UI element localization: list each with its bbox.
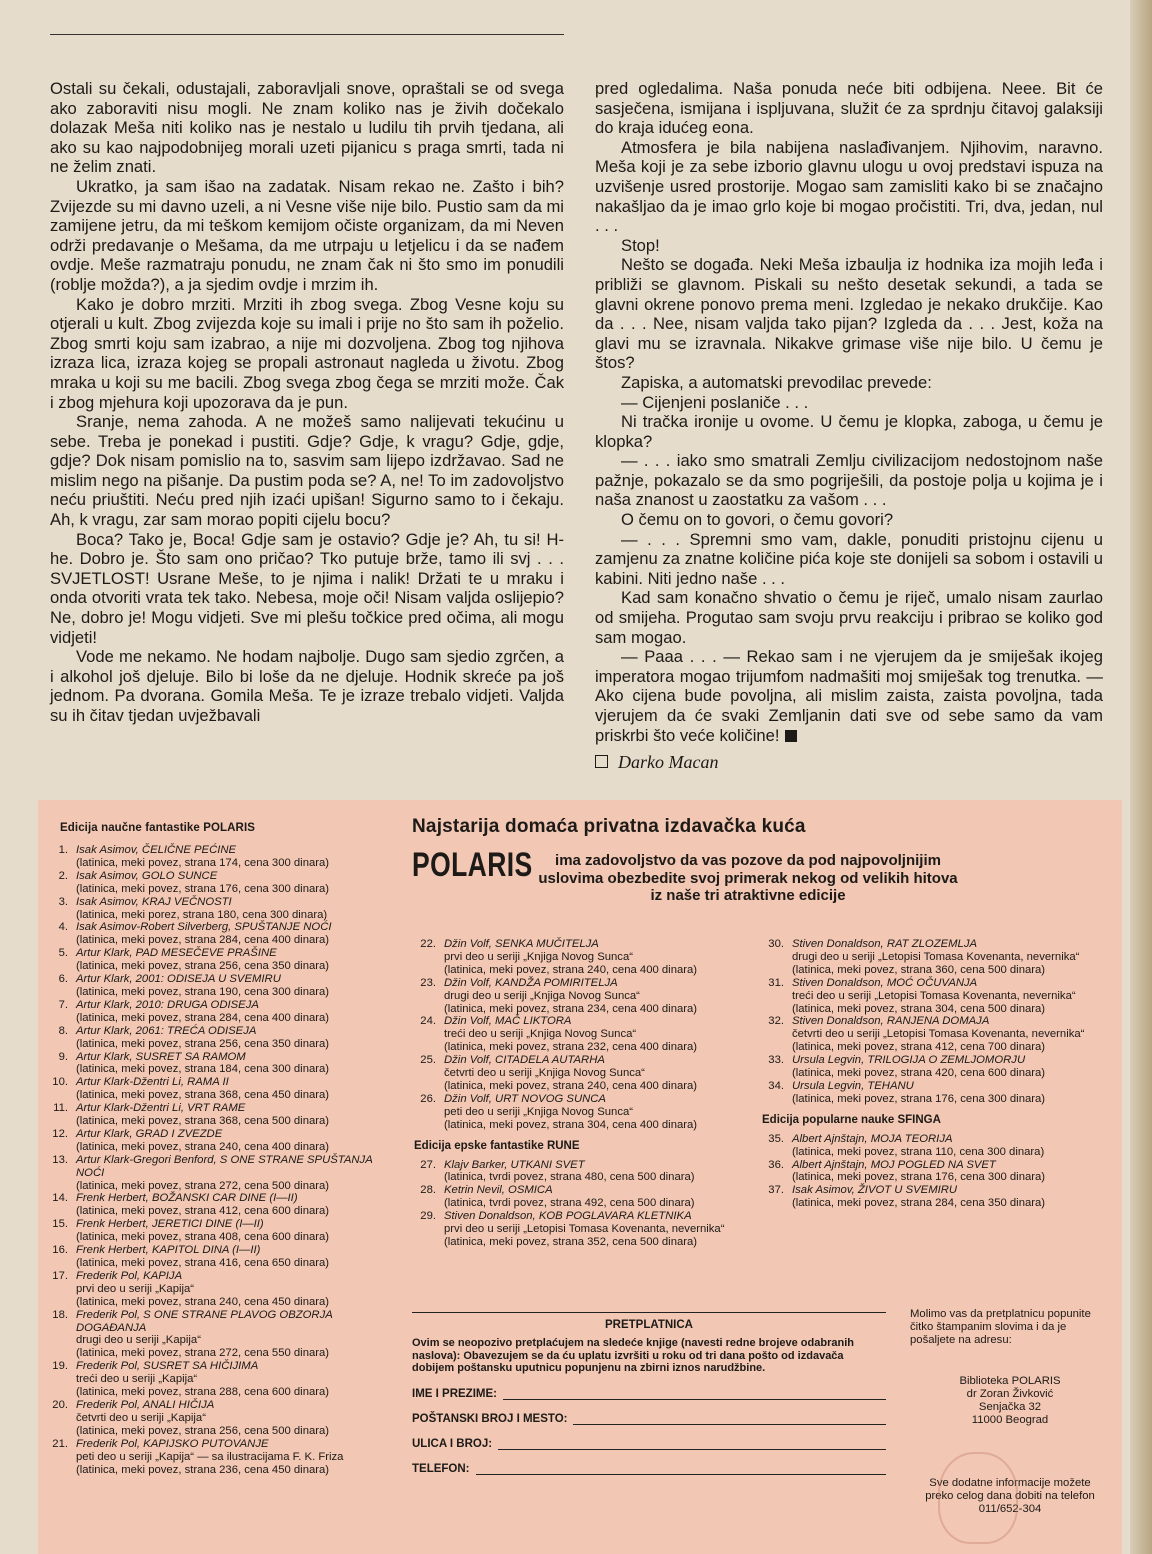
- book-body: [76, 844, 378, 870]
- book-details: (latinica, tvrdi povez, strana 492, cena 500 dinara): [444, 1197, 695, 1210]
- book-item: [754, 977, 1094, 1016]
- book-series: drugi deo u seriji „Letopisi Tomasa Kovenanta, nevernika“: [792, 950, 1080, 963]
- book-body: [444, 1184, 746, 1210]
- story-paragraph: — . . . iako smo smatrali Zemlju civilizacijom nedostojnom naše pažnje, pokazalo se da smo pogriješili, da postoje polja u kojima je i naša znanost u zaostatku za vašom . . .: [595, 451, 1103, 510]
- book-number: 19.: [52, 1360, 68, 1373]
- book-item: [754, 1015, 1094, 1054]
- book-details: (latinica, meki povez, strana 284, cena 350 dinara): [792, 1197, 1046, 1210]
- book-body: [76, 1360, 378, 1399]
- form-field: [412, 1463, 886, 1475]
- book-details: (latinica, meki povez, strana 284, cena 400 dinara): [76, 934, 330, 947]
- book-number: 1.: [58, 844, 68, 856]
- book-series: prvi deo u seriji „Letopisi Tomasa Kovenanta, nevernika“: [444, 1223, 725, 1236]
- book-title: Stiven Donaldson, MOĆ OČUVANJA: [792, 976, 978, 989]
- book-body: [76, 1438, 378, 1477]
- book-number: 21.: [52, 1437, 68, 1450]
- book-title: Isak Asimov, KRAJ VEČNOSTI: [76, 895, 232, 908]
- form-text: Ovim se neopozivo pretplaćujem na sledeće knjige (navesti redne brojeve odabranih naslova): Obavezujem se da ću uplatu izvršiti u roku od tri dana pošto od izdavača dobijem poštansku uputnicu popunjenu na zbirni iznos narudžbine.: [412, 1337, 854, 1375]
- address-line: dr Zoran Živković: [966, 1388, 1054, 1400]
- book-item: [754, 1159, 1094, 1185]
- book-body: [76, 973, 378, 999]
- book-number: 5.: [58, 947, 68, 960]
- edition-header: Edicija popularne nauke SFINGA: [762, 1113, 941, 1126]
- book-number: 37.: [768, 1184, 784, 1197]
- story-paragraph: Atmosfera je bila nabijena naslađivanjem. Njihovim, naravno. Meša koji je za sebe izborio glavnu ulogu u ovoj predstavi ispuza na uzvišenje usred prostorije. Mogao sam zamisliti kako bi se značajno nakašljao da je imao grlo koje bi mogao pročistiti. Tri, dva, jedan, nul . . .: [595, 137, 1103, 236]
- form-field-line[interactable]: [503, 1389, 886, 1400]
- book-body: [76, 1076, 378, 1102]
- form-field: [412, 1413, 886, 1425]
- book-body: [76, 1270, 378, 1309]
- story-paragraph: Stop!: [621, 235, 660, 255]
- book-details: (latinica, meki povez, strana 174, cena 300 dinara): [76, 856, 330, 869]
- ad-intro: ima zadovoljstvo da vas pozove da pod najpovoljnijim uslovima obezbedite svoj primerak nekog od velikih hitova iz naše tri atraktivne edicije: [538, 852, 958, 904]
- form-field-line[interactable]: [476, 1464, 887, 1475]
- book-series: četvrti deo u seriji „Letopisi Tomasa Kovenanta, nevernika“: [792, 1028, 1085, 1041]
- form-field-label: ULICA I BROJ:: [412, 1437, 493, 1450]
- book-item: [38, 947, 378, 973]
- book-item: [406, 977, 746, 1016]
- book-item: [406, 1184, 746, 1210]
- book-series: treći deo u seriji „Kapija“: [76, 1373, 198, 1386]
- book-body: [76, 896, 378, 922]
- form-field-label: TELEFON:: [412, 1462, 470, 1475]
- book-item: [406, 938, 746, 977]
- book-details: (latinica, meki povez, strana 240, cena 400 dinara): [444, 1079, 698, 1092]
- book-item: [38, 1025, 378, 1051]
- book-number: 15.: [52, 1218, 68, 1231]
- book-number: 16.: [52, 1244, 68, 1257]
- book-body: [76, 1309, 378, 1361]
- book-details: (latinica, meki povez, strana 236, cena 450 dinara): [76, 1463, 330, 1476]
- byline: [595, 753, 1103, 773]
- book-body: [444, 1015, 746, 1054]
- book-number: 10.: [52, 1076, 68, 1089]
- book-number: 18.: [52, 1308, 68, 1321]
- stamp-mark: [938, 1452, 1018, 1544]
- book-title: Artur Klark, 2061: TREĆA ODISEJA: [76, 1024, 257, 1037]
- book-title: Džin Volf, KANDŽA POMIRITELJA: [444, 976, 618, 989]
- book-number: 17.: [52, 1269, 68, 1282]
- book-number: 22.: [420, 938, 436, 950]
- book-details: (latinica, meki povez, strana 412, cena 700 dinara): [792, 1041, 1046, 1054]
- book-title: Frederik Pol, ANALI HIČIJA: [76, 1398, 215, 1411]
- book-number: 33.: [768, 1054, 784, 1067]
- book-details: (latinica, meki povez, strana 234, cena 400 dinara): [444, 1002, 698, 1015]
- subscription-form: [412, 1312, 886, 1475]
- book-details: (latinica, meki povez, strana 408, cena 600 dinara): [76, 1231, 330, 1244]
- address-line: Biblioteka POLARIS: [959, 1375, 1061, 1387]
- byline-box: [595, 755, 608, 768]
- book-number: 26.: [420, 1092, 436, 1105]
- book-details: (latinica, meki porez, strana 180, cena 300 dinara): [76, 908, 328, 921]
- book-details: (latinica, meki povez, strana 360, cena 500 dinara): [792, 963, 1046, 976]
- end-mark: [785, 730, 797, 742]
- book-title: Džin Volf, URT NOVOG SUNCA: [444, 1092, 606, 1105]
- book-title: Stiven Donaldson, RANJENA DOMAJA: [792, 1015, 990, 1028]
- book-item: [406, 1093, 746, 1132]
- book-title: Frenk Herbert, BOŽANSKI CAR DINE (I—II): [76, 1192, 298, 1205]
- book-item: [38, 1218, 378, 1244]
- book-body: [76, 921, 378, 947]
- book-item: [38, 1360, 378, 1399]
- story-paragraph: Kako je dobro mrziti. Mrziti ih zbog svega. Zbog Vesne koju su otjerali u kult. Zbog zvijezda koje su imali i prije no što sam ih poželio. Zbog smrti koju sam izabrao, a nije mi dozvoljena. Zbog tog njihova izraza lica, izraza kojeg se propali astronaut nagleda u životu. Zbog mraka u koji su me bacili. Zbog svega zbog čega se mrziti može. Čak i zbog mjehura koji upozorava da je pun.: [50, 294, 564, 412]
- book-body: [444, 1054, 746, 1093]
- book-title: Artur Klark, 2010: DRUGA ODISEJA: [76, 998, 259, 1011]
- book-body: [792, 1133, 1094, 1159]
- book-details: (latinica, meki povez, strana 256, cena 350 dinara): [76, 1037, 330, 1050]
- book-title: Frederik Pol, KAPIJSKO PUTOVANJE: [76, 1437, 269, 1450]
- book-title: Frenk Herbert, KAPITOL DINA (I—II): [76, 1244, 261, 1257]
- book-number: 6.: [58, 973, 68, 986]
- book-number: 3.: [58, 895, 68, 908]
- book-title: Klajv Barker, UTKANI SVET: [444, 1158, 585, 1171]
- book-number: 12.: [52, 1127, 68, 1140]
- book-body: [444, 938, 746, 977]
- book-item: [38, 1154, 378, 1193]
- book-body: [76, 1154, 378, 1193]
- book-list-col2: [406, 938, 746, 1249]
- book-item: [38, 1270, 378, 1309]
- book-details: (latinica, meki povez, strana 288, cena 600 dinara): [76, 1386, 330, 1399]
- book-title: Ketrin Nevil, OSMICA: [444, 1184, 553, 1197]
- book-title: Stiven Donaldson, KOB POGLAVARA KLETNIKA: [444, 1210, 692, 1223]
- book-number: 7.: [58, 998, 68, 1011]
- edition-header: Edicija epske fantastike RUNE: [414, 1139, 580, 1152]
- book-details: (latinica, meki povez, strana 420, cena 600 dinara): [792, 1067, 1046, 1080]
- edition-header-polaris: Edicija naučne fantastike POLARIS: [60, 822, 256, 834]
- book-number: 11.: [53, 1102, 68, 1115]
- book-title: Artur Klark, SUSRET SA RAMOM: [76, 1050, 246, 1063]
- book-series: drugi deo u seriji „Kapija“: [76, 1334, 201, 1347]
- book-body: [76, 1128, 378, 1154]
- book-number: 27.: [420, 1158, 436, 1171]
- book-body: [76, 1051, 378, 1077]
- book-details: (latinica, meki povez, strana 232, cena 400 dinara): [444, 1041, 698, 1054]
- address-line: Senjačka 32: [978, 1401, 1042, 1413]
- book-details: (latinica, meki povez, strana 272, cena 500 dinara): [76, 1179, 330, 1192]
- book-body: [76, 1025, 378, 1051]
- form-field-label: IME I PREZIME:: [412, 1387, 497, 1400]
- book-item: [38, 921, 378, 947]
- book-number: 24.: [420, 1015, 436, 1028]
- book-details: (latinica, meki povez, strana 184, cena 300 dinara): [76, 1063, 330, 1076]
- book-body: [444, 1159, 746, 1185]
- book-number: 13.: [52, 1153, 68, 1166]
- story-paragraph: — Cijenjeni poslaniče . . .: [621, 392, 809, 412]
- book-details: (latinica, meki povez, strana 256, cena 350 dinara): [76, 960, 330, 973]
- book-body: [792, 1184, 1094, 1210]
- book-details: (latinica, meki povez, strana 176, cena 300 dinara): [792, 1092, 1046, 1105]
- book-title: Artur Klark, 2001: ODISEJA U SVEMIRU: [76, 973, 281, 986]
- book-series: treći deo u seriji „Letopisi Tomasa Kovenanta, nevernika“: [792, 989, 1076, 1002]
- book-details: (latinica, meki povez, strana 110, cena 300 dinara): [792, 1145, 1045, 1158]
- book-details: (latinica, meki povez, strana 304, cena 400 dinara): [444, 1118, 698, 1131]
- book-item: [754, 1133, 1094, 1159]
- book-item: [38, 870, 378, 896]
- story-paragraph: Boca? Tako je, Boca! Gdje sam je ostavio? Gdje je? Ah, tu si! H-he. Dobro je. Što sam ono pričao? Tko putuje brže, tamo ili svj . . . SVJETLOST! Usrane Meše, to je njima i nalik! Držati te u mraku i onda otvoriti vrata tek tako. Nebesa, moje oči! Nisam valjda oslijepio? Ne, dobro je! Mogu vidjeti. Sve mi plešu točkice pred očima, ali mogu vidjeti!: [50, 529, 564, 647]
- book-body: [792, 938, 1094, 977]
- book-number: 14.: [52, 1192, 68, 1205]
- book-item: [754, 1054, 1094, 1080]
- mail-note: Molimo vas da pretplatnicu popunite čitko štampanim slovima i da je pošaljete na adresu:: [910, 1308, 1091, 1346]
- book-series: peti deo u seriji „Knjiga Novog Sunca“: [444, 1105, 634, 1118]
- phone-line: Sve dodatne informacije možete: [929, 1477, 1091, 1489]
- book-series: četvrti deo u seriji „Kapija“: [76, 1411, 206, 1424]
- book-number: 36.: [768, 1158, 784, 1171]
- book-series: prvi deo u seriji „Knjiga Novog Sunca“: [444, 950, 634, 963]
- story-paragraph: Kad sam konačno shvatio o čemu je riječ, umalo nisam zaurlao od smijeha. Progutao sam svoju prvu reakciju i pribrao se koliko god sam mogao.: [595, 588, 1103, 647]
- story-paragraph: Ni tračka ironije u ovome. U čemu je klopka, zaboga, u čemu je klopka?: [595, 412, 1103, 451]
- book-title: Albert Ajnštajn, MOJ POGLED NA SVET: [792, 1158, 996, 1171]
- book-title: Albert Ajnštajn, MOJA TEORIJA: [792, 1132, 953, 1145]
- form-field-label: POŠTANSKI BROJ I MESTO:: [412, 1412, 568, 1425]
- book-details: (latinica, meki povez, strana 256, cena 500 dinara): [76, 1424, 330, 1437]
- book-series: četvrti deo u seriji „Knjiga Novog Sunca“: [444, 1067, 645, 1080]
- book-series: drugi deo u seriji „Knjiga Novog Sunca“: [444, 989, 640, 1002]
- book-details: (latinica, meki povez, strana 368, cena 450 dinara): [76, 1089, 330, 1102]
- book-details: (latinica, meki povez, strana 352, cena 500 dinara): [444, 1235, 698, 1248]
- book-title: Džin Volf, MAČ LIKTORA: [444, 1015, 572, 1028]
- story-paragraph: Vode me nekamo. Ne hodam najbolje. Dugo sam sjedio zgrčen, a i alkohol još djeluje. Bilo bi loše da ne djeluje. Hodnik skreće pa još jednom. Pa dvorana. Gomila Meša. Te je izraze trebalo vidjeti. Valjda su ih čitav tjedan uvježbavali: [50, 647, 564, 725]
- book-series: peti deo u seriji „Kapija“ — sa ilustracijama F. K. Friza: [76, 1450, 344, 1463]
- book-title: Frederik Pol, KAPIJA: [76, 1269, 183, 1282]
- book-body: [792, 977, 1094, 1016]
- book-details: (latinica, meki povez, strana 272, cena 550 dinara): [76, 1347, 330, 1360]
- book-item: [38, 1128, 378, 1154]
- book-item: [406, 1015, 746, 1054]
- book-title: Džin Volf, SENKA MUČITELJA: [444, 938, 599, 950]
- book-title: Isak Asimov-Robert Silverberg, SPUŠTANJE NOĆI: [76, 921, 332, 934]
- book-number: 32.: [768, 1015, 784, 1028]
- book-number: 30.: [768, 938, 784, 950]
- book-list-col3: [754, 938, 1094, 1210]
- book-item: [38, 1051, 378, 1077]
- story-paragraph: pred ogledalima. Naša ponuda neće biti odbijena. Neee. Bit će sasječena, ismijana i ispljuvana, služit će za sprdnju čitavoj galaksiji do kraja idućeg eona.: [595, 79, 1103, 138]
- book-item: [406, 1159, 746, 1185]
- book-number: 2.: [58, 869, 68, 882]
- book-details: (latinica, meki povez, strana 240, cena 400 dinara): [76, 1140, 330, 1153]
- book-body: [792, 1159, 1094, 1185]
- book-body: [444, 1093, 746, 1132]
- book-item: [38, 999, 378, 1025]
- book-number: 35.: [768, 1132, 784, 1145]
- form-field-line[interactable]: [573, 1414, 886, 1425]
- book-details: (latinica, meki povez, strana 176, cena 300 dinara): [76, 882, 330, 895]
- book-body: [792, 1054, 1094, 1080]
- book-title: Frederik Pol, SUSRET SA HIČIJIMA: [76, 1360, 259, 1373]
- book-title: Artur Klark-Džentri Li, RAMA II: [76, 1076, 229, 1089]
- polaris-advertisement: [38, 800, 1122, 1554]
- book-number: 31.: [768, 976, 784, 989]
- book-details: (latinica, meki povez, strana 190, cena 300 dinara): [76, 985, 330, 998]
- form-field-line[interactable]: [498, 1439, 886, 1450]
- book-number: 4.: [58, 921, 68, 934]
- book-details: (latinica, meki povez, strana 368, cena 500 dinara): [76, 1115, 330, 1128]
- book-item: [754, 938, 1094, 977]
- story-paragraph: — . . . Spremni smo vam, dakle, ponuditi pristojnu cijenu u zamjenu za znatne količine pića koje ste donijeli sa sobom i ostavili u kabini. Niti jedno naše . . .: [595, 529, 1103, 588]
- book-number: 34.: [768, 1079, 784, 1092]
- book-body: [76, 1192, 378, 1218]
- book-body: [76, 870, 378, 896]
- book-title: Ursula Legvin, TEHANU: [792, 1079, 914, 1092]
- book-body: [76, 1218, 378, 1244]
- book-body: [792, 1015, 1094, 1054]
- book-number: 20.: [52, 1398, 68, 1411]
- story-paragraph: Nešto se događa. Neki Meša izbaulja iz hodnika iza mojih leđa i približi se glavnom. Piskali su nešto desetak sekundi, a tada se glavni okrene ponovo prema meni. Izgledao je nekako drukčije. Kao da . . . Nee, nisam valjda tako pijan? Izgleda da . . . Jest, koža na glavi mu se izravnala. Nikakve grimase više nije bilo. U čemu je štos?: [595, 255, 1103, 373]
- book-details: (latinica, meki povez, strana 416, cena 650 dinara): [76, 1257, 330, 1269]
- book-title: Frederik Pol, S ONE STRANE PLAVOG OBZORJA DOGAĐANJA: [76, 1308, 333, 1334]
- story-paragraph: Ukratko, ja sam išao na zadatak. Nisam rekao ne. Zašto i bih? Zvijezde su mi davno uzeli, a ni Vesne više nije bilo. Pustio sam da mi zamijene jetru, da mi teškom kemijom očiste organizam, da mi Neven održi predavanje o Mešama, da me utrpaju u letjelicu i da se nađem ovdje. Meše razmatraju ponudu, ne znam čak ni što smo im ponudili (roblje možda?), a ja sjedim ovdje i mrzim ih.: [50, 176, 564, 294]
- story-column-left: [50, 79, 564, 726]
- story-paragraph: — Paaa . . . — Rekao sam i ne vjerujem da je smiješak ikojeg imperatora mogao trijumfom nadmašiti moj smiješak tog trenutka. — Ako cijena bude povoljna, ali mislim zaista, zaista povoljna, tada vjerujem da će svaki Zemljanin dati sve od sebe samo da vam priskrbi što veće količine!: [595, 647, 1103, 745]
- book-number: 25.: [420, 1054, 436, 1067]
- book-body: [76, 947, 378, 973]
- book-title: Artur Klark, PAD MESEČEVE PRAŠINE: [76, 947, 277, 960]
- book-item: [406, 1054, 746, 1093]
- book-details: (latinica, meki povez, strana 176, cena 300 dinara): [792, 1171, 1046, 1184]
- book-series: prvi deo u seriji „Kapija“: [76, 1282, 195, 1295]
- address-line: 11000 Beograd: [971, 1414, 1049, 1426]
- book-list-col1: [38, 844, 378, 1476]
- book-details: (latinica, tvrdi povez, strana 480, cena 500 dinara): [444, 1171, 695, 1184]
- ad-headline: Najstarija domaća privatna izdavačka kuća: [412, 816, 806, 837]
- book-details: (latinica, meki povez, strana 304, cena 500 dinara): [792, 1002, 1046, 1015]
- book-number: 23.: [420, 976, 436, 989]
- book-item: [38, 1102, 378, 1128]
- form-fields: [412, 1388, 886, 1475]
- book-title: Artur Klark-Gregori Benford, S ONE STRANE SPUŠTANJA NOĆI: [76, 1153, 373, 1179]
- book-item: [38, 896, 378, 922]
- mailing-address: [910, 1375, 1110, 1427]
- book-title: Stiven Donaldson, RAT ZLOZEMLJA: [792, 938, 978, 950]
- book-title: Isak Asimov, ŽIVOT U SVEMIRU: [792, 1184, 958, 1197]
- book-title: Isak Asimov, ČELIČNE PEĆINE: [76, 844, 237, 856]
- book-number: 8.: [58, 1024, 68, 1037]
- book-body: [444, 1210, 746, 1249]
- story-paragraph: Zapiska, a automatski prevodilac prevede:: [621, 372, 932, 392]
- book-item: [38, 1244, 378, 1270]
- page-edge: [1130, 0, 1152, 1554]
- book-number: 28.: [420, 1184, 436, 1197]
- book-title: Artur Klark-Džentri Li, VRT RAME: [76, 1102, 246, 1115]
- book-item: [38, 1309, 378, 1361]
- book-details: (latinica, meki povez, strana 240, cena 450 dinara): [76, 1295, 330, 1308]
- book-item: [754, 1184, 1094, 1210]
- book-item: [38, 973, 378, 999]
- author-name: Darko Macan: [618, 752, 719, 773]
- book-details: (latinica, meki povez, strana 412, cena 600 dinara): [76, 1205, 330, 1218]
- phone-line: 011/652-304: [978, 1503, 1042, 1515]
- form-field: [412, 1388, 886, 1400]
- book-number: 9.: [58, 1050, 68, 1063]
- book-item: [754, 1080, 1094, 1106]
- book-title: Džin Volf, CITADELA AUTARHA: [444, 1054, 605, 1067]
- book-title: Isak Asimov, GOLO SUNCE: [76, 869, 218, 882]
- book-title: Artur Klark, GRAD I ZVEZDE: [76, 1127, 223, 1140]
- story-paragraph: Ostali su čekali, odustajali, zaboravljali snove, opraštali se od svega ako zaboraviti nisu mogli. Ne znam koliko nas je živih dočekalo dolazak Meša niti koliko nas je nestalo u ludilu tih prvih tjedana, ali ako su kao najpodobnijeg morali uzeti pijanicu s praga smrti, tada ni ne želim znati.: [50, 79, 564, 177]
- book-item: [38, 1076, 378, 1102]
- book-number: 29.: [420, 1210, 436, 1223]
- book-title: Ursula Legvin, TRILOGIJA O ZEMLJOMORJU: [792, 1054, 1026, 1067]
- book-body: [76, 999, 378, 1025]
- book-item: [38, 1438, 378, 1477]
- form-top-rule: [412, 1312, 886, 1313]
- phone-line: preko celog dana dobiti na telefon: [925, 1490, 1095, 1502]
- form-title: PRETPLATNICA: [605, 1319, 693, 1331]
- top-rule: [50, 34, 564, 35]
- story-paragraph: O čemu on to govori, o čemu govori?: [621, 510, 894, 530]
- form-field: [412, 1438, 886, 1450]
- book-body: [792, 1080, 1094, 1106]
- book-series: treći deo u seriji „Knjiga Novog Sunca“: [444, 1028, 637, 1041]
- book-item: [38, 844, 378, 870]
- book-item: [38, 1192, 378, 1218]
- polaris-logo: POLARIS: [412, 846, 533, 884]
- book-title: Frenk Herbert, JERETICI DINE (I—II): [76, 1218, 264, 1231]
- story-column-right: [595, 79, 1103, 773]
- book-body: [76, 1102, 378, 1128]
- story-paragraph: Sranje, nema zahoda. A ne možeš samo nalijevati tekućinu u sebe. Treba je ponekad i pustiti. Gdje? Gdje, k vragu? Gdje, gdje, gdje? Dok nisam pomislio na to, sasvim sam lijepo izdržavao. Sad ne mislim nego na pišanje. Da pustim poda se? A, ne! To im zadovoljstvo neću priuštiti. Neću pred njih izaći upišan! Sigurno samo to i čekaju. Ah, k vragu, zar sam morao popiti cijelu bocu?: [50, 412, 564, 530]
- book-item: [406, 1210, 746, 1249]
- book-item: [38, 1399, 378, 1438]
- book-body: [76, 1244, 378, 1270]
- book-details: (latinica, meki povez, strana 284, cena 400 dinara): [76, 1011, 330, 1024]
- book-body: [444, 977, 746, 1016]
- book-details: (latinica, meki povez, strana 240, cena 400 dinara): [444, 963, 698, 976]
- book-body: [76, 1399, 378, 1438]
